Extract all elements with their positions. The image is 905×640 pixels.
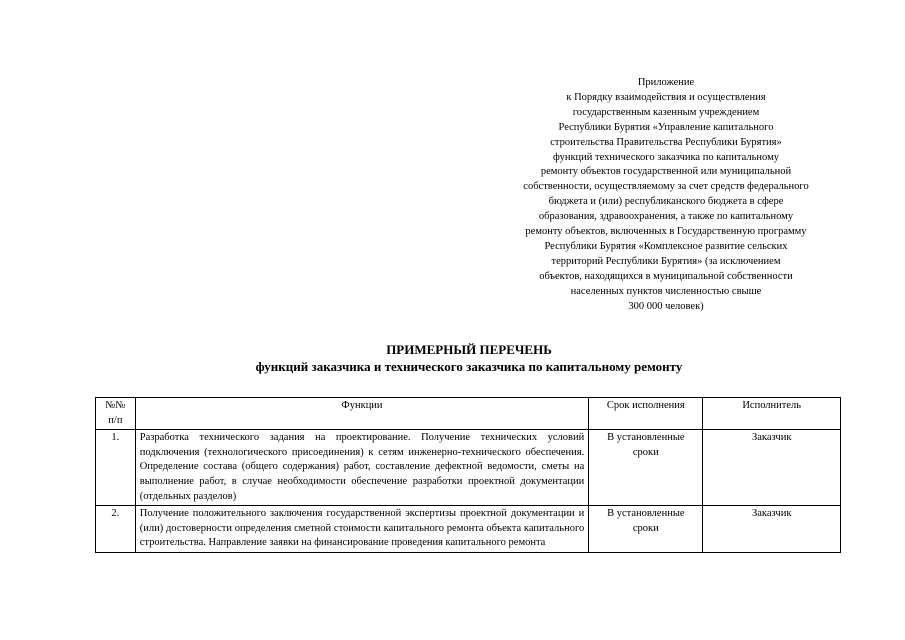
row-term: В установленные сроки: [589, 506, 703, 553]
functions-table: [95, 397, 841, 553]
heading-subtitle: функций заказчика и технического заказчика по капитальному ремонту: [255, 359, 683, 374]
appendix-line: образования, здравоохранения, а также по капитальному: [538, 211, 794, 223]
appendix-line: объектов, находящихся в муниципальной собственности: [539, 270, 793, 282]
table-row: [96, 430, 841, 506]
appendix-line: к Порядку взаимодействия и осуществления: [566, 91, 766, 103]
appendix-line: государственным казенным учреждением: [572, 106, 760, 118]
row-executor: Заказчик: [703, 506, 841, 553]
header-term: Срок исполнения: [589, 398, 703, 430]
appendix-line: Республики Бурятия «Комплексное развитие сельских: [544, 240, 788, 252]
heading-title: ПРИМЕРНЫЙ ПЕРЕЧЕНЬ: [386, 342, 552, 357]
appendix-line: территорий Республики Бурятия» (за исключением: [551, 255, 781, 267]
appendix-line: Республики Бурятия «Управление капитального: [558, 121, 774, 133]
table-row: [96, 506, 841, 553]
appendix-line: Приложение: [637, 77, 695, 88]
row-term: В установленные сроки: [589, 430, 703, 506]
appendix-line: ремонту объектов, включенных в Государственную программу: [525, 226, 807, 238]
appendix-line: бюджета и (или) республиканского бюджета в сфере: [548, 196, 784, 208]
header-functions: Функции: [135, 398, 589, 430]
row-num: 1.: [96, 430, 136, 506]
header-num: №№ п/п: [96, 398, 136, 430]
document-heading: [0, 341, 905, 375]
row-functions: Получение положительного заключения государственной экспертизы проектной документации и (или) достоверности определения сметной стоимости капитального ремонта объекта капитального строительства. Направление заявки на финансирование проведения капитального ремонта: [135, 506, 589, 553]
appendix-line: функций технического заказчика по капитальному: [553, 151, 779, 163]
appendix-line: ремонту объектов государственной или муниципальной: [540, 166, 792, 178]
row-executor: Заказчик: [703, 430, 841, 506]
table-header-row: [96, 398, 841, 430]
appendix-line: населенных пунктов численностью свыше: [570, 285, 762, 297]
appendix-line: собственности, осуществляемому за счет средств федерального: [523, 181, 809, 193]
row-num: 2.: [96, 506, 136, 553]
appendix-line: строительства Правительства Республики Бурятия»: [550, 136, 782, 148]
row-functions: Разработка технического задания на проектирование. Получение технических условий подключения (технологического присоединения) к сетям инженерно-технического обеспечения. Определение состава (общего содержания) работ, составление дефектной ведомости, сметы на выполнение работ, в случае необходимости обеспечение разработки проектной документации (отдельных разделов): [135, 430, 589, 506]
appendix-note: [486, 76, 846, 315]
appendix-line: 300 000 человек): [628, 300, 704, 312]
header-executor: Исполнитель: [703, 398, 841, 430]
